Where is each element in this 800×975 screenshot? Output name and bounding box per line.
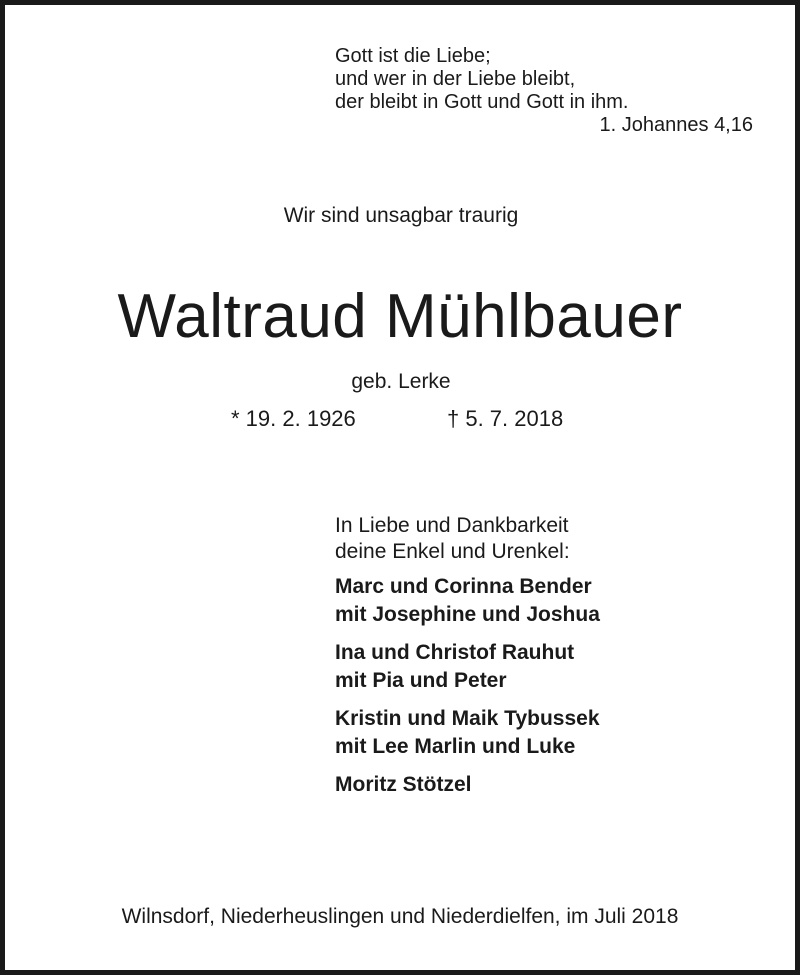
bible-verse: [335, 45, 753, 137]
birth-date: * 19. 2. 1926: [231, 406, 356, 431]
verse-line: der bleibt in Gott und Gott in ihm.: [335, 91, 629, 113]
born-name: geb. Lerke: [351, 370, 451, 393]
deceased-name: Waltraud Mühlbauer: [117, 282, 683, 351]
mourner-group: [335, 771, 600, 799]
mourner-line: Kristin und Maik Tybussek: [335, 707, 600, 730]
mourner-group: [335, 705, 600, 761]
mourner-line: mit Lee Marlin und Luke: [335, 735, 576, 758]
mourner-line: mit Josephine und Joshua: [335, 603, 600, 626]
mourners-list: [335, 513, 600, 799]
death-date: † 5. 7. 2018: [447, 406, 564, 431]
intro-text: Wir sind unsagbar traurig: [283, 204, 519, 227]
verse-reference: 1. Johannes 4,16: [599, 114, 753, 136]
verse-line: Gott ist die Liebe;: [335, 45, 491, 67]
mourner-line: mit Pia und Peter: [335, 669, 507, 692]
footer-location-date: Wilnsdorf, Niederheuslingen und Niederdielfen, im Juli 2018: [121, 905, 679, 928]
mourners-intro-line: deine Enkel und Urenkel:: [335, 540, 570, 563]
mourner-line: Moritz Stötzel: [335, 773, 472, 796]
mourners-intro-line: In Liebe und Dankbarkeit: [335, 514, 569, 537]
mourner-group: [335, 639, 600, 695]
mourner-line: Marc und Corinna Bender: [335, 575, 592, 598]
mourner-line: Ina und Christof Rauhut: [335, 641, 575, 664]
verse-line: und wer in der Liebe bleibt,: [335, 68, 576, 90]
mourner-group: [335, 573, 600, 629]
